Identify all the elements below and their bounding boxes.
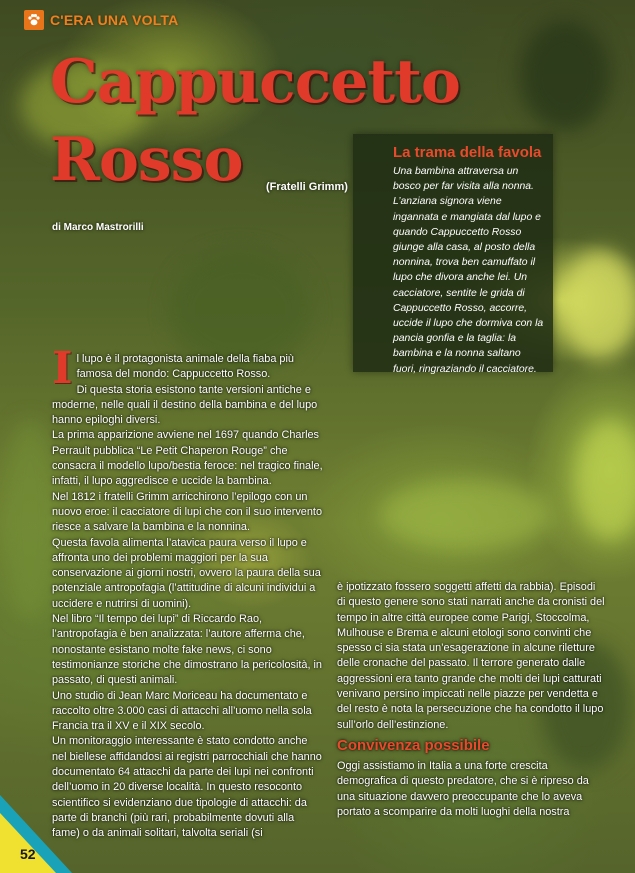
article-paragraph: La prima apparizione avviene nel 1697 quando Charles Perrault pubblica “Le Petit Chaperon Rouge” che consacra il modello lupo/bestia feroce: nel tragico finale, infatti, il lupo aggredisce e uccide la bambina. [52,429,323,488]
background-foliage [520,20,610,130]
article-paragraph: Oggi assistiamo in Italia a una forte crescita demografica di questo predatore, che si è ripreso da una situazione davvero preoccupante che lo aveva portato a scomparire da molti luoghi della nostra [337,759,589,818]
dropcap: I [52,343,73,394]
section-subhead: Convivenza possibile [337,736,490,754]
paw-icon [24,10,44,30]
page-title-line-1: Cappuccetto [50,47,460,117]
byline: di Marco Mastrorilli [52,222,144,233]
section-label: C'ERA UNA VOLTA [50,12,179,28]
background-foliage [380,480,550,550]
title-source: (Fratelli Grimm) [266,181,348,193]
page-title-line-2: Rosso [50,125,243,195]
section-tag [24,10,178,30]
plot-summary-text: Una bambina attraversa un bosco per far visita alla nonna. L’anziana signora viene ingannata e mangiata dal lupo e quando Cappuccetto Rosso giunge alla casa, al posto della nonnina, trova ben camuffato il lupo che divora anche lei. Un cacciatore, sentite le grida di Cappuccetto Rosso, accorre, uccide il lupo che dormiva con la pancia gonfia e la taglia: la bambina e la nonna saltano fuori, ringraziando il cacciatore. [393,166,544,375]
article-paragraph: Un monitoraggio interessante è stato condotto anche nel biellese affidandosi ai registri parrocchiali che hanno documentato 64 attacchi da parte dei lupi nei confronti dell’uomo in 20 diverse località. In questo resoconto scientifico si evidenziano due tipologie di attacchi: da parte di branchi (più rari, probabilmente dovuti alla fame) o da animali solitari, talvolta seriali (si [52,735,322,840]
intro-text: l lupo è il protagonista animale della fiaba più famosa del mondo: Cappuccetto Rosso. [76,353,294,381]
article-paragraph: Uno studio di Jean Marc Moriceau ha documentato e raccolto oltre 3.000 casi di attacchi all’uomo nella sola Francia tra il XV e il XIX secolo. [52,689,312,733]
plot-summary-title: La trama della favola [393,144,542,161]
article-paragraph: Nel 1812 i fratelli Grimm arricchirono l’epilogo con un nuovo eroe: il cacciatore di lupi che con il suo intervento riesce a salvare la bambina e la nonnina. [52,490,323,534]
article-intro [52,343,324,394]
article-column-left [52,343,324,842]
background-foliage [560,250,635,360]
page-corner-decoration [0,773,72,873]
background-foliage [0,420,60,620]
page-number: 52 [20,846,36,862]
article-column-right [337,580,605,820]
article-paragraph: Nel libro “Il tempo dei lupi” di Riccardo Rao, l’antropofagia è ben analizzata: l’autore afferma che, nonostante esistano molte fake news, ci sono testimonianze storiche che dimostrano la pericolosità, in passato, di questi animali. [52,613,322,687]
background-foliage [575,420,635,540]
article-paragraph: Questa favola alimenta l’atavica paura verso il lupo e affronta uno dei problemi maggiori per la sua conservazione ai giorni nostri, ovvero la paura della sua potenziale antropofagia (l’attitudine di alcuni individui a uccidere e nutrirsi di uomini). [52,536,321,610]
article-paragraph: Di questa storia esistono tante versioni antiche e moderne, nelle quali il destino della bambina e del lupo hanno epiloghi diversi. [52,383,318,427]
plot-summary-box [353,134,553,375]
article-paragraph: è ipotizzato fossero soggetti affetti da rabbia). Episodi di questo genere sono stati narrati anche da cronisti del tempo in altre città europee come Parigi, Stoccolma, Mulhouse e Brema e alcuni etologi sono convinti che spesso ci sia stata un’esagerazione in alcune riletture delle cronache del passato. Il terrore generato dalle aggressioni era tanto grande che molti dei lupi catturati venivano persino impiccati nelle piazze per vendetta e del resto è nota la persecuzione che ha condotto il lupo sull’orlo dell’estinzione. [337,581,605,731]
